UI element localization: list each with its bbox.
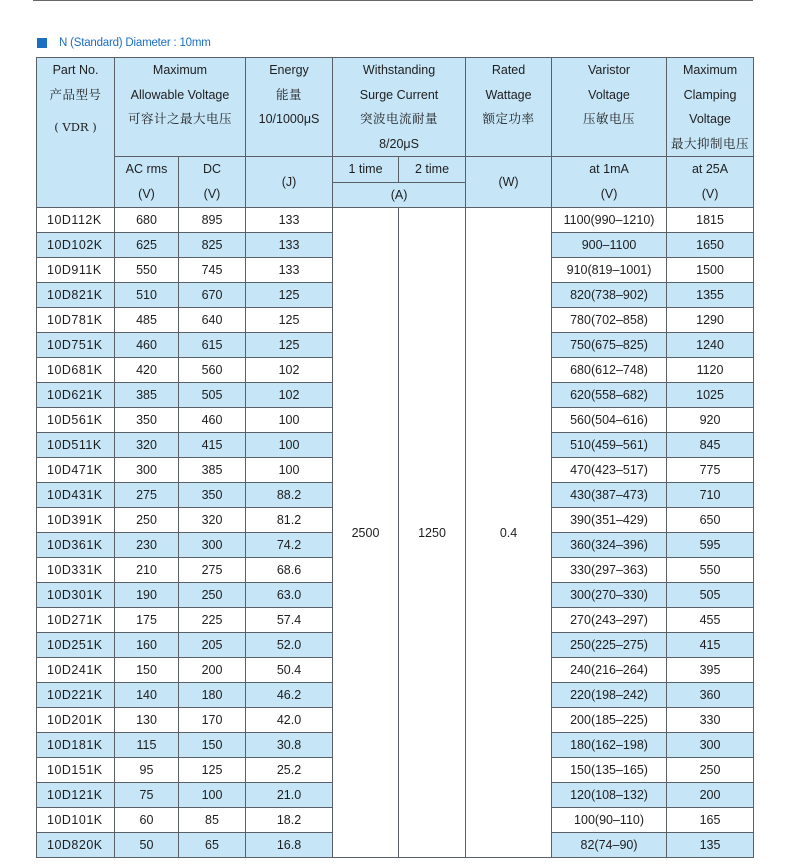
cell-rated-wattage: 0.4 [466,208,552,858]
cell-dc: 670 [179,283,246,308]
cell-varistor-voltage: 1100(990–1210) [552,208,667,233]
cell-energy: 102 [246,358,333,383]
cell-clamping-voltage: 710 [667,483,754,508]
cell-ac-rms: 210 [115,558,179,583]
cell-part-no: 10D181K [37,733,115,758]
cell-surge-1time: 2500 [333,208,399,858]
cell-ac-rms: 75 [115,783,179,808]
energy-condition: 10/1000μS [258,112,320,126]
cell-dc: 350 [179,483,246,508]
cell-varistor-voltage: 150(135–165) [552,758,667,783]
cell-ac-rms: 175 [115,608,179,633]
cell-varistor-voltage: 220(198–242) [552,683,667,708]
cell-part-no: 10D151K [37,758,115,783]
cell-energy: 100 [246,408,333,433]
cell-part-no: 10D391K [37,508,115,533]
max-voltage-label-2: Allowable Voltage [130,87,230,102]
cell-varistor-voltage: 470(423–517) [552,458,667,483]
cell-varistor-voltage: 390(351–429) [552,508,667,533]
cell-energy: 102 [246,383,333,408]
wattage-label-cn: 额定功率 [482,112,535,126]
cell-varistor-voltage: 560(504–616) [552,408,667,433]
square-bullet-icon [37,38,47,48]
cell-varistor-voltage: 780(702–858) [552,308,667,333]
cell-clamping-voltage: 455 [667,608,754,633]
header-energy [246,58,333,157]
cell-dc: 100 [179,783,246,808]
cell-part-no: 10D251K [37,633,115,658]
cell-part-no: 10D821K [37,283,115,308]
cell-part-no: 10D241K [37,658,115,683]
header-varistor-cond [552,157,667,208]
cell-ac-rms: 420 [115,358,179,383]
cell-ac-rms: 300 [115,458,179,483]
cell-dc: 150 [179,733,246,758]
surge-1time-label: 1 time [348,162,383,176]
cell-part-no: 10D271K [37,608,115,633]
top-divider [33,0,753,1]
surge-label-2: Surge Current [359,87,439,102]
cell-dc: 275 [179,558,246,583]
varistor-label-1: Varistor [587,63,631,77]
cell-clamping-voltage: 1290 [667,308,754,333]
cell-ac-rms: 680 [115,208,179,233]
cell-energy: 21.0 [246,783,333,808]
header-energy-unit [246,157,333,208]
clamping-unit: (V) [701,186,719,201]
cell-energy: 42.0 [246,708,333,733]
cell-varistor-voltage: 750(675–825) [552,333,667,358]
cell-energy: 125 [246,333,333,358]
cell-part-no: 10D201K [37,708,115,733]
cell-clamping-voltage: 1650 [667,233,754,258]
energy-label: Energy [269,63,309,77]
cell-clamping-voltage: 920 [667,408,754,433]
cell-varistor-voltage: 910(819–1001) [552,258,667,283]
varistor-unit: (V) [600,186,618,201]
cell-energy: 88.2 [246,483,333,508]
cell-clamping-voltage: 1240 [667,333,754,358]
cell-varistor-voltage: 360(324–396) [552,533,667,558]
cell-dc: 225 [179,608,246,633]
cell-part-no: 10D301K [37,583,115,608]
header-wattage-unit [466,157,552,208]
cell-ac-rms: 460 [115,333,179,358]
cell-clamping-voltage: 395 [667,658,754,683]
cell-dc: 385 [179,458,246,483]
cell-ac-rms: 115 [115,733,179,758]
section-title: N (Standard) Diameter : 10mm [59,37,211,49]
cell-energy: 81.2 [246,508,333,533]
cell-clamping-voltage: 1815 [667,208,754,233]
cell-part-no: 10D102K [37,233,115,258]
cell-energy: 133 [246,208,333,233]
cell-ac-rms: 510 [115,283,179,308]
surge-label-cn: 突波电流耐量 [360,112,439,126]
cell-dc: 180 [179,683,246,708]
cell-varistor-voltage: 900–1100 [552,233,667,258]
cell-part-no: 10D751K [37,333,115,358]
cell-energy: 100 [246,458,333,483]
cell-ac-rms: 625 [115,233,179,258]
cell-energy: 57.4 [246,608,333,633]
cell-varistor-voltage: 200(185–225) [552,708,667,733]
cell-clamping-voltage: 1120 [667,358,754,383]
cell-energy: 68.6 [246,558,333,583]
cell-part-no: 10D681K [37,358,115,383]
cell-part-no: 10D101K [37,808,115,833]
cell-varistor-voltage: 240(216–264) [552,658,667,683]
cell-energy: 133 [246,233,333,258]
cell-clamping-voltage: 505 [667,583,754,608]
clamping-label-1: Maximum [682,63,738,77]
cell-ac-rms: 60 [115,808,179,833]
header-rated-wattage [466,58,552,157]
cell-clamping-voltage: 1355 [667,283,754,308]
clamping-condition: at 25A [691,162,729,176]
cell-ac-rms: 350 [115,408,179,433]
cell-varistor-voltage: 330(297–363) [552,558,667,583]
varistor-label-2: Voltage [588,87,630,102]
part-no-label: Part No. [52,63,99,77]
cell-ac-rms: 275 [115,483,179,508]
dc-label: DC [202,162,222,176]
cell-clamping-voltage: 595 [667,533,754,558]
header-clamping-cond [667,157,754,208]
cell-dc: 895 [179,208,246,233]
cell-ac-rms: 485 [115,308,179,333]
cell-ac-rms: 160 [115,633,179,658]
varistor-condition: at 1mA [589,162,629,176]
cell-clamping-voltage: 775 [667,458,754,483]
table-header [37,58,754,208]
cell-dc: 505 [179,383,246,408]
cell-dc: 170 [179,708,246,733]
cell-surge-2time: 1250 [399,208,466,858]
cell-dc: 415 [179,433,246,458]
varistor-label-cn: 压敏电压 [583,112,636,126]
cell-energy: 46.2 [246,683,333,708]
cell-clamping-voltage: 1025 [667,383,754,408]
surge-label-1: Withstanding [362,63,436,77]
cell-part-no: 10D121K [37,783,115,808]
cell-part-no: 10D820K [37,833,115,858]
cell-energy: 74.2 [246,533,333,558]
dc-unit: (V) [203,186,221,201]
table-row [37,208,754,233]
cell-clamping-voltage: 415 [667,633,754,658]
cell-ac-rms: 50 [115,833,179,858]
cell-dc: 300 [179,533,246,558]
header-max-voltage [115,58,246,157]
ac-rms-label: AC rms [125,162,168,176]
cell-clamping-voltage: 330 [667,708,754,733]
cell-dc: 250 [179,583,246,608]
cell-energy: 25.2 [246,758,333,783]
cell-ac-rms: 130 [115,708,179,733]
section-heading [37,36,211,50]
cell-ac-rms: 95 [115,758,179,783]
cell-part-no: 10D221K [37,683,115,708]
cell-varistor-voltage: 300(270–330) [552,583,667,608]
cell-energy: 125 [246,308,333,333]
cell-energy: 18.2 [246,808,333,833]
cell-varistor-voltage: 620(558–682) [552,383,667,408]
cell-dc: 205 [179,633,246,658]
cell-part-no: 10D361K [37,533,115,558]
cell-varistor-voltage: 82(74–90) [552,833,667,858]
cell-part-no: 10D431K [37,483,115,508]
cell-part-no: 10D561K [37,408,115,433]
cell-ac-rms: 150 [115,658,179,683]
cell-dc: 825 [179,233,246,258]
cell-part-no: 10D471K [37,458,115,483]
cell-ac-rms: 320 [115,433,179,458]
surge-2time-label: 2 time [415,162,450,176]
cell-varistor-voltage: 430(387–473) [552,483,667,508]
cell-clamping-voltage: 200 [667,783,754,808]
cell-varistor-voltage: 680(612–748) [552,358,667,383]
cell-clamping-voltage: 550 [667,558,754,583]
cell-clamping-voltage: 250 [667,758,754,783]
cell-varistor-voltage: 820(738–902) [552,283,667,308]
cell-dc: 640 [179,308,246,333]
cell-dc: 460 [179,408,246,433]
cell-varistor-voltage: 270(243–297) [552,608,667,633]
cell-clamping-voltage: 650 [667,508,754,533]
wattage-label-2: Wattage [485,87,532,102]
cell-ac-rms: 250 [115,508,179,533]
cell-ac-rms: 550 [115,258,179,283]
wattage-unit: (W) [498,174,519,189]
cell-clamping-voltage: 135 [667,833,754,858]
header-varistor-voltage [552,58,667,157]
wattage-label-1: Rated [491,63,526,77]
max-voltage-label-cn: 可容计之最大电压 [128,112,233,126]
cell-energy: 63.0 [246,583,333,608]
ac-rms-unit: (V) [138,186,155,201]
cell-dc: 200 [179,658,246,683]
cell-part-no: 10D331K [37,558,115,583]
header-surge-1time [333,157,399,183]
cell-part-no: 10D621K [37,383,115,408]
cell-dc: 560 [179,358,246,383]
header-surge-unit [333,182,466,208]
cell-energy: 52.0 [246,633,333,658]
cell-part-no: 10D911K [37,258,115,283]
energy-label-cn: 能量 [276,87,303,102]
header-part-no [37,58,115,208]
cell-energy: 50.4 [246,658,333,683]
cell-clamping-voltage: 845 [667,433,754,458]
cell-varistor-voltage: 120(108–132) [552,783,667,808]
cell-ac-rms: 385 [115,383,179,408]
vdr-note: ( VDR ) [54,120,97,134]
surge-condition: 8/20μS [379,136,419,151]
cell-dc: 85 [179,808,246,833]
clamping-label-2: Clamping [683,87,737,102]
header-surge-2time [399,157,466,183]
clamping-label-3: Voltage [689,112,731,126]
cell-part-no: 10D781K [37,308,115,333]
max-voltage-label-1: Maximum [152,63,208,77]
cell-energy: 100 [246,433,333,458]
cell-energy: 125 [246,283,333,308]
header-dc [179,157,246,208]
cell-ac-rms: 190 [115,583,179,608]
cell-clamping-voltage: 165 [667,808,754,833]
cell-energy: 30.8 [246,733,333,758]
varistor-spec-table [36,57,754,858]
header-surge-current [333,58,466,157]
header-ac-rms [115,157,179,208]
cell-energy: 133 [246,258,333,283]
cell-dc: 320 [179,508,246,533]
header-clamping-voltage [667,58,754,157]
clamping-label-cn: 最大抑制电压 [671,136,750,151]
cell-clamping-voltage: 1500 [667,258,754,283]
cell-ac-rms: 230 [115,533,179,558]
cell-clamping-voltage: 360 [667,683,754,708]
cell-dc: 745 [179,258,246,283]
cell-varistor-voltage: 180(162–198) [552,733,667,758]
cell-energy: 16.8 [246,833,333,858]
cell-part-no: 10D511K [37,433,115,458]
cell-dc: 65 [179,833,246,858]
part-no-label-cn: 产品型号 [49,87,102,102]
cell-part-no: 10D112K [37,208,115,233]
table-body [37,208,754,858]
cell-clamping-voltage: 300 [667,733,754,758]
energy-unit: (J) [281,174,297,189]
cell-varistor-voltage: 510(459–561) [552,433,667,458]
cell-dc: 615 [179,333,246,358]
cell-ac-rms: 140 [115,683,179,708]
cell-varistor-voltage: 250(225–275) [552,633,667,658]
cell-varistor-voltage: 100(90–110) [552,808,667,833]
surge-unit: (A) [390,187,408,202]
cell-dc: 125 [179,758,246,783]
